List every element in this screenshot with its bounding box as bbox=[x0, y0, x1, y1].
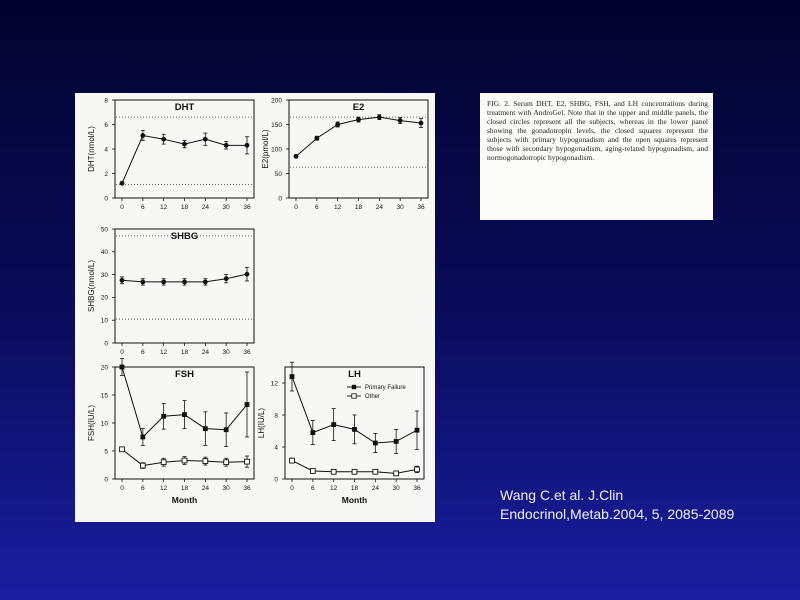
dht-data-point bbox=[203, 137, 208, 142]
shbg-x-tick-label: 24 bbox=[201, 349, 209, 356]
e2-x-tick-label: 36 bbox=[417, 204, 425, 211]
dht-data-point bbox=[120, 181, 125, 186]
fsh-data-point bbox=[161, 414, 166, 419]
e2-data-point bbox=[398, 118, 403, 123]
e2-data-point bbox=[294, 154, 299, 159]
fsh-x-tick-label: 30 bbox=[222, 485, 230, 492]
lh-y-tick-label: 0 bbox=[274, 476, 278, 484]
e2-title: E2 bbox=[352, 102, 365, 113]
fsh-x-tick-label: 18 bbox=[180, 485, 189, 492]
citation-line-2: Endocrinol,Metab.2004, 5, 2085-2089 bbox=[500, 506, 735, 522]
lh-series-2 bbox=[290, 458, 420, 476]
lh-y-axis-label: LH(IU/L) bbox=[257, 407, 266, 439]
fsh-y-tick-label: 5 bbox=[104, 448, 108, 456]
shbg-x-tick-label: 12 bbox=[160, 349, 168, 356]
shbg-x-tick-label: 6 bbox=[141, 349, 145, 356]
lh-legend-label: Primary Failure bbox=[365, 385, 406, 391]
lh-data-point bbox=[290, 458, 295, 463]
e2-x-tick-label: 18 bbox=[354, 204, 363, 211]
e2-series-1 bbox=[294, 115, 424, 159]
dht-data-point bbox=[224, 143, 229, 148]
shbg-y-tick-label: 50 bbox=[100, 226, 108, 234]
shbg-title: SHBG bbox=[170, 231, 199, 242]
shbg-series-1 bbox=[120, 267, 250, 285]
lh-x-tick-label: 6 bbox=[311, 485, 315, 492]
lh-y-tick-label: 8 bbox=[274, 412, 278, 420]
lh-data-point bbox=[415, 428, 420, 433]
e2-x-tick-label: 12 bbox=[334, 204, 342, 211]
fsh-data-point bbox=[245, 459, 250, 464]
lh-data-point bbox=[352, 427, 357, 432]
shbg-data-point bbox=[203, 279, 208, 284]
dht-data-point bbox=[182, 142, 187, 147]
lh-x-tick-label: 30 bbox=[392, 485, 400, 492]
lh-data-point bbox=[373, 469, 378, 474]
lh-y-tick-label: 4 bbox=[274, 444, 278, 452]
fsh-y-tick-label: 20 bbox=[100, 364, 108, 372]
fsh-data-point bbox=[140, 463, 145, 468]
shbg-x-tick-label: 18 bbox=[180, 349, 189, 356]
shbg-data-point bbox=[161, 279, 166, 284]
lh-y-tick-label: 12 bbox=[270, 380, 278, 388]
shbg-x-tick-label: 36 bbox=[243, 349, 251, 356]
lh-data-point bbox=[352, 469, 357, 474]
fsh-x-tick-label: 36 bbox=[243, 485, 251, 492]
dht-data-point bbox=[161, 137, 166, 142]
fsh-x-tick-label: 12 bbox=[160, 485, 168, 492]
shbg-plot-frame bbox=[115, 229, 254, 343]
dht-y-tick-label: 0 bbox=[104, 195, 108, 203]
fsh-x-tick-label: 6 bbox=[141, 485, 145, 492]
shbg-y-tick-label: 40 bbox=[100, 249, 108, 257]
dht-x-tick-label: 24 bbox=[201, 204, 209, 211]
dht-y-tick-label: 8 bbox=[104, 97, 108, 105]
fsh-data-point bbox=[203, 426, 208, 431]
shbg-y-tick-label: 30 bbox=[100, 271, 108, 279]
e2-y-tick-label: 200 bbox=[271, 97, 282, 105]
dht-x-tick-label: 36 bbox=[243, 204, 251, 211]
e2-x-tick-label: 30 bbox=[396, 204, 404, 211]
lh-data-point bbox=[394, 471, 399, 476]
dht-y-axis-label: DHT(nmol/L) bbox=[87, 126, 96, 172]
caption-text: FIG. 2. Serum DHT, E2, SHBG, FSH, and LH concentrations during treatment with AndroGel. Note that in the upper and middle panels, the closed circles represent all the subjects, whereas in the lower panel showing the gonadotropin levels, the closed squares represent the subjects with primary hypogonadism and the open squares represent those with secondary hypogonadism, aging-related hypogonadism, and normogonadotropic hypogonadism. bbox=[487, 99, 708, 162]
lh-x-tick-label: 24 bbox=[371, 485, 379, 492]
e2-series-line bbox=[296, 117, 421, 156]
lh-title: LH bbox=[348, 369, 361, 380]
lh-x-axis-label: Month bbox=[341, 495, 368, 505]
dht-data-point bbox=[245, 143, 250, 148]
dht-panel bbox=[87, 97, 254, 211]
lh-legend-label: Other bbox=[365, 394, 381, 400]
lh-data-point bbox=[373, 441, 378, 446]
e2-plot-frame bbox=[289, 100, 428, 198]
e2-y-tick-label: 50 bbox=[274, 170, 282, 178]
dht-title: DHT bbox=[174, 102, 195, 113]
fsh-x-tick-label: 0 bbox=[120, 485, 124, 492]
lh-panel bbox=[257, 362, 424, 505]
fsh-series-2 bbox=[120, 447, 250, 468]
citation-line-1: Wang C.et al. J.Clin bbox=[500, 487, 624, 503]
shbg-y-axis-label: SHBG(nmol/L) bbox=[87, 259, 96, 313]
fsh-y-axis-label: FSH(IU/L) bbox=[87, 405, 96, 441]
shbg-data-point bbox=[120, 278, 125, 283]
lh-data-point bbox=[290, 374, 295, 379]
dht-x-tick-label: 30 bbox=[222, 204, 230, 211]
fsh-y-tick-label: 10 bbox=[100, 420, 108, 428]
fsh-x-axis-label: Month bbox=[171, 495, 198, 505]
e2-y-tick-label: 0 bbox=[278, 195, 282, 203]
e2-x-tick-label: 0 bbox=[294, 204, 298, 211]
shbg-x-tick-label: 30 bbox=[222, 349, 230, 356]
dht-x-tick-label: 18 bbox=[180, 204, 189, 211]
figure-caption bbox=[480, 93, 713, 220]
dht-x-tick-label: 12 bbox=[160, 204, 168, 211]
shbg-data-point bbox=[245, 272, 250, 277]
fsh-y-tick-label: 15 bbox=[100, 392, 108, 400]
e2-x-tick-label: 6 bbox=[315, 204, 319, 211]
e2-data-point bbox=[356, 117, 361, 122]
citation bbox=[500, 486, 740, 524]
e2-data-point bbox=[335, 122, 340, 127]
fsh-data-point bbox=[120, 447, 125, 452]
e2-y-tick-label: 100 bbox=[271, 146, 282, 154]
dht-y-tick-label: 2 bbox=[104, 170, 108, 178]
fsh-data-point bbox=[224, 460, 229, 465]
figure-panel bbox=[75, 93, 435, 522]
shbg-y-tick-label: 0 bbox=[104, 340, 108, 348]
lh-data-point bbox=[310, 430, 315, 435]
e2-data-point bbox=[314, 136, 319, 141]
e2-data-point bbox=[377, 115, 382, 120]
lh-x-tick-label: 18 bbox=[350, 485, 359, 492]
shbg-y-tick-label: 10 bbox=[100, 317, 108, 325]
fsh-data-point bbox=[203, 459, 208, 464]
fsh-data-point bbox=[224, 427, 229, 432]
lh-legend bbox=[347, 385, 406, 400]
lh-legend-marker bbox=[352, 385, 356, 389]
lh-data-point bbox=[415, 467, 420, 472]
shbg-data-point bbox=[224, 276, 229, 281]
fsh-data-point bbox=[120, 365, 125, 370]
fsh-data-point bbox=[182, 412, 187, 417]
hormone-charts bbox=[75, 93, 435, 522]
shbg-data-point bbox=[182, 279, 187, 284]
dht-y-tick-label: 4 bbox=[104, 146, 108, 154]
dht-series-1 bbox=[120, 131, 250, 186]
shbg-panel bbox=[87, 226, 254, 356]
dht-x-tick-label: 0 bbox=[120, 204, 124, 211]
fsh-data-point bbox=[161, 460, 166, 465]
e2-panel bbox=[261, 97, 428, 211]
fsh-data-point bbox=[140, 435, 145, 440]
shbg-y-tick-label: 20 bbox=[100, 294, 108, 302]
lh-data-point bbox=[394, 439, 399, 444]
e2-x-tick-label: 24 bbox=[375, 204, 383, 211]
fsh-y-tick-label: 0 bbox=[104, 476, 108, 484]
fsh-panel bbox=[87, 359, 254, 505]
lh-x-tick-label: 36 bbox=[413, 485, 421, 492]
shbg-x-tick-label: 0 bbox=[120, 349, 124, 356]
e2-data-point bbox=[419, 121, 424, 126]
lh-data-point bbox=[310, 469, 315, 474]
dht-x-tick-label: 6 bbox=[141, 204, 145, 211]
lh-x-tick-label: 0 bbox=[290, 485, 294, 492]
lh-legend-marker bbox=[352, 394, 356, 398]
shbg-data-point bbox=[140, 279, 145, 284]
fsh-data-point bbox=[245, 402, 250, 407]
dht-y-tick-label: 6 bbox=[104, 121, 108, 129]
fsh-x-tick-label: 24 bbox=[201, 485, 209, 492]
lh-data-point bbox=[331, 469, 336, 474]
e2-y-axis-label: E2(pmol/L) bbox=[261, 129, 270, 169]
fsh-data-point bbox=[182, 458, 187, 463]
e2-y-tick-label: 150 bbox=[271, 121, 282, 129]
fsh-title: FSH bbox=[175, 369, 194, 380]
lh-data-point bbox=[331, 422, 336, 427]
dht-data-point bbox=[140, 133, 145, 138]
dht-plot-frame bbox=[115, 100, 254, 198]
lh-x-tick-label: 12 bbox=[330, 485, 338, 492]
